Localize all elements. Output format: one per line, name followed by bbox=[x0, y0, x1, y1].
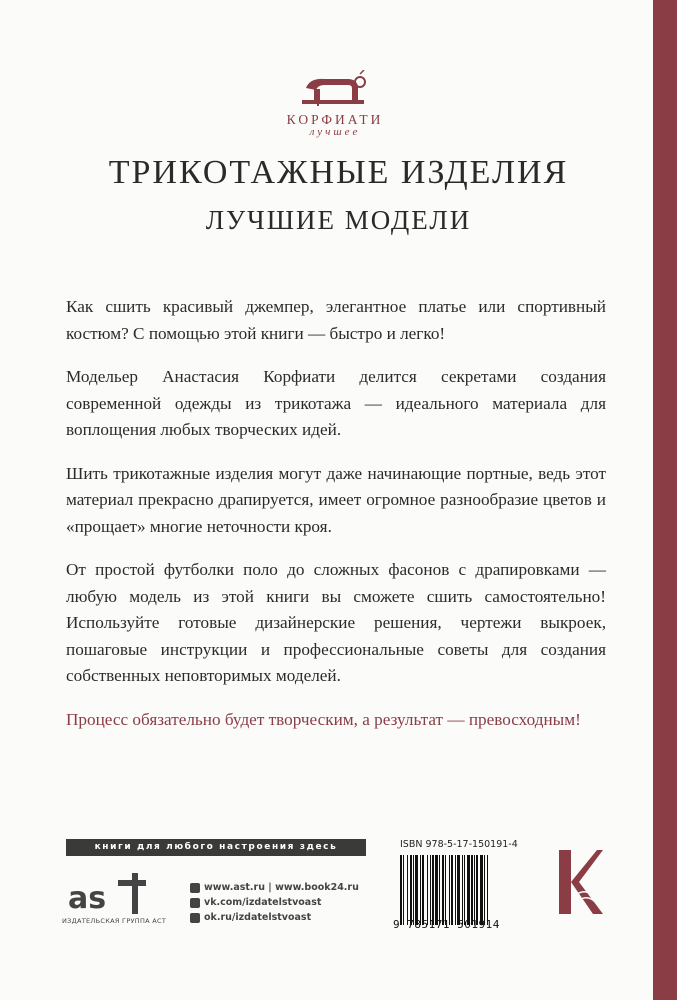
barcode-bar bbox=[467, 855, 470, 925]
barcode-bar bbox=[451, 855, 453, 925]
barcode-bar bbox=[407, 855, 408, 925]
barcode-bar bbox=[430, 855, 431, 925]
barcode-bar bbox=[474, 855, 475, 925]
barcode-bar bbox=[422, 855, 424, 925]
k-logo-icon bbox=[557, 848, 605, 918]
barcode-bar bbox=[445, 855, 446, 925]
series-brand bbox=[270, 70, 400, 138]
svg-text:as: as bbox=[68, 881, 107, 916]
publisher-tagline: книги для любого настроения здесь bbox=[66, 839, 366, 856]
barcode bbox=[400, 855, 514, 925]
barcode-bar bbox=[480, 855, 483, 925]
description bbox=[66, 294, 606, 750]
ok-icon bbox=[190, 913, 200, 923]
barcode-bar bbox=[427, 855, 428, 925]
accent-paragraph: Процесс обязательно будет творческим, а результат — превосходным! bbox=[66, 709, 581, 729]
globe-icon bbox=[190, 883, 200, 893]
website-link[interactable]: www.ast.ru | www.book24.ru bbox=[190, 880, 359, 895]
barcode-bar bbox=[471, 855, 473, 925]
barcode-bar bbox=[439, 855, 440, 925]
ast-logo-icon bbox=[66, 870, 148, 916]
ok-link[interactable]: ok.ru/izdatelstvoast bbox=[190, 910, 359, 925]
publisher-links bbox=[190, 880, 359, 925]
publisher-group-name: ИЗДАТЕЛЬСКАЯ ГРУППА АСТ bbox=[62, 917, 167, 925]
paragraph-1: Как сшить красивый джемпер, элегантное платье или спортивный костюм? С помощью этой книги — быстро и легко! bbox=[66, 297, 606, 343]
barcode-bar bbox=[413, 855, 414, 925]
barcode-bar bbox=[403, 855, 404, 925]
barcode-bar bbox=[449, 855, 450, 925]
k-logo bbox=[557, 848, 605, 923]
isbn: ISBN 978-5-17-150191-4 bbox=[400, 839, 518, 850]
barcode-bar bbox=[487, 855, 488, 925]
barcode-bar bbox=[410, 855, 412, 925]
barcode-bar bbox=[464, 855, 465, 925]
book-title: ТРИКОТАЖНЫЕ ИЗДЕЛИЯ bbox=[108, 154, 569, 191]
barcode-bar bbox=[420, 855, 421, 925]
paragraph-2: Модельер Анастасия Корфиати делится секретами создания современной одежды из трикотажа — идеального материала для воплощения любых творческих идей. bbox=[66, 367, 606, 439]
barcode-bar bbox=[455, 855, 456, 925]
vk-icon bbox=[190, 898, 200, 908]
barcode-bar bbox=[476, 855, 478, 925]
barcode-bar bbox=[484, 855, 485, 925]
paragraph-4: От простой футболки поло до сложных фасонов с драпировками — любую модель из этой книги вы сможете сшить самостоятельно! Используйте готовые дизайнерские решения, чертежи выкроек, пошаговые инструкции и профессиональные советы для создания собственных неповторимых моделей. bbox=[66, 560, 606, 685]
brand-subtitle: лучшее bbox=[309, 126, 361, 138]
sewing-machine-icon bbox=[300, 70, 370, 112]
spine-color-bar bbox=[653, 0, 677, 1000]
ast-logo bbox=[66, 870, 148, 921]
brand-name: КОРФИАТИ bbox=[286, 112, 384, 127]
barcode-bar bbox=[432, 855, 434, 925]
book-subtitle: ЛУЧШИЕ МОДЕЛИ bbox=[205, 205, 472, 235]
barcode-bar bbox=[415, 855, 418, 925]
barcode-number: 9 785171 501914 bbox=[393, 918, 500, 931]
barcode-bar bbox=[400, 855, 402, 925]
barcode-bar bbox=[462, 855, 463, 925]
paragraph-3: Шить трикотажные изделия могут даже начинающие портные, ведь этот материал прекрасно драпируется, имеет огромное разнообразие цветов и «прощает» многие неточности кроя. bbox=[66, 463, 606, 536]
barcode-bar bbox=[442, 855, 444, 925]
barcode-bar bbox=[435, 855, 438, 925]
barcode-bar bbox=[457, 855, 460, 925]
vk-link[interactable]: vk.com/izdatelstvoast bbox=[190, 895, 359, 910]
